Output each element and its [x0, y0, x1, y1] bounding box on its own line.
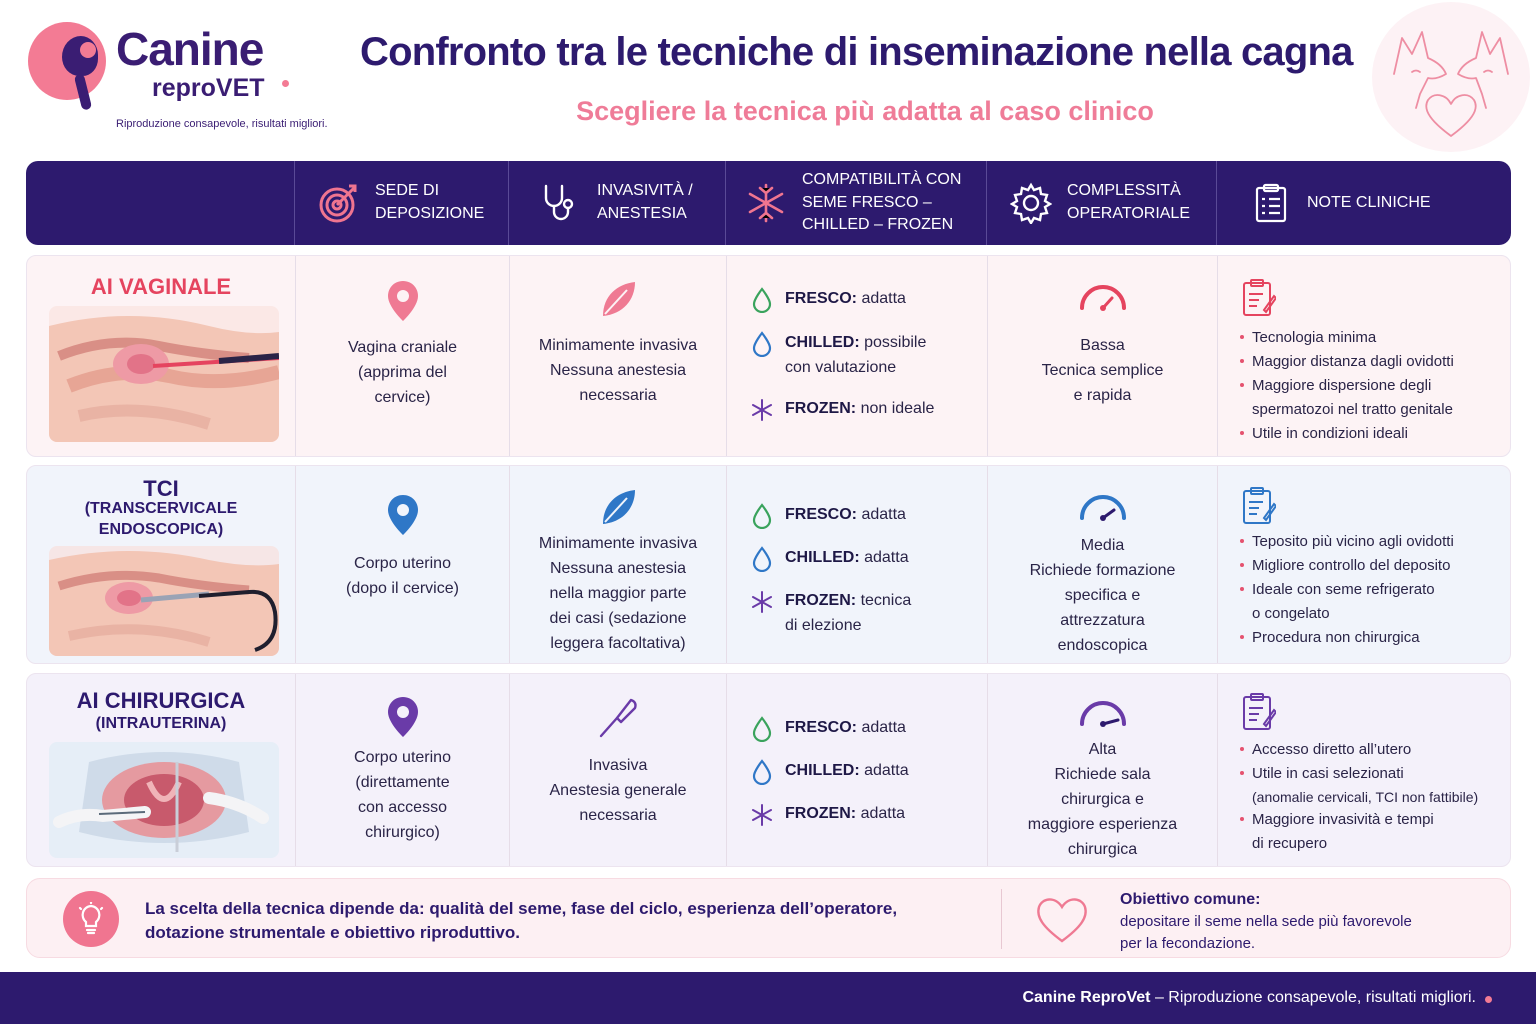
footer-text [1022, 989, 1476, 1007]
compat-value: non ideale [860, 400, 935, 417]
snowflake-icon [751, 802, 773, 828]
text-line: Nessuna anestesia [549, 559, 687, 577]
compat-value: adatta [860, 805, 906, 822]
compat-key: FROZEN: [785, 400, 857, 417]
compat-value: adatta [861, 290, 906, 307]
text-line: chirurgico) [365, 823, 440, 841]
gear-icon [1009, 181, 1053, 225]
text-line: depositare il seme nella sede più favorevole [1120, 913, 1412, 930]
technique-cell [27, 674, 295, 866]
compat-key: CHILLED: [785, 334, 860, 351]
list-item: Tecnologia minima [1240, 326, 1510, 350]
text-line: Nessuna anestesia [549, 361, 687, 379]
site-text [296, 336, 509, 411]
goal-text [1120, 911, 1490, 955]
column-label: SEME FRESCO – [802, 193, 932, 211]
compatibility-cell [726, 674, 987, 866]
compatibility-cell [726, 466, 987, 663]
list-item: Ideale con seme refrigerato [1240, 578, 1510, 602]
footer-dot [1485, 996, 1492, 1003]
text-line: necessaria [579, 386, 657, 404]
text-line: chirurgica e [1061, 790, 1144, 808]
endoscopic-anatomy-illustration [49, 546, 279, 656]
info-banner [26, 878, 1511, 958]
notes-list [1240, 530, 1510, 650]
text-line: Alta [1088, 741, 1117, 758]
column-label: OPERATORIALE [1067, 205, 1190, 222]
column-label: ANESTESIA [597, 205, 687, 222]
text-line: necessaria [579, 806, 657, 824]
text-line: La scelta della tecnica dipende da: qualità del seme, fase del ciclo, esperienza dell’operatore, [145, 899, 898, 918]
brand-logo [28, 18, 358, 138]
leaf-icon [597, 278, 639, 325]
complexity-cell [987, 466, 1217, 663]
text-line: (dopo il cervice) [346, 579, 459, 597]
technique-subname: ENDOSCOPICA) [98, 521, 224, 538]
brand-sub: reproVET [152, 74, 265, 102]
compat-value: di elezione [785, 616, 862, 634]
footer-tagline: – Riproduzione consapevole, risultati migliori. [1150, 989, 1476, 1006]
divider [1001, 889, 1002, 949]
goal-title: Obiettivo comune: [1120, 891, 1261, 908]
complexity-cell [987, 674, 1217, 866]
scalpel-icon [597, 696, 639, 743]
text-line: (apprima del [358, 363, 447, 381]
compat-key: FRESCO: [785, 719, 857, 736]
clipboard-edit-icon [1242, 692, 1276, 737]
notes-list [1240, 738, 1510, 856]
text-line: Media [1080, 537, 1125, 554]
text-line: Corpo uterino [354, 555, 451, 572]
text-line: dotazione strumentale e obiettivo riproduttivo. [145, 923, 520, 943]
table-header [26, 161, 1511, 245]
invasiveness-text [510, 754, 726, 829]
snowflake-icon [751, 397, 773, 423]
dog-silhouette-logo-icon [28, 22, 106, 100]
clipboard-icon [1249, 181, 1293, 225]
technique-cell [27, 466, 295, 663]
location-pin-icon [387, 696, 419, 743]
drop-icon [751, 759, 773, 785]
invasiveness-cell [509, 674, 726, 866]
list-item: Teposito più vicino agli ovidotti [1240, 530, 1510, 554]
compat-value: adatta [861, 719, 906, 736]
text-line: Corpo uterino [354, 749, 451, 766]
list-item: Procedura non chirurgica [1240, 626, 1510, 650]
list-item: Maggiore dispersione degli [1240, 374, 1510, 398]
footer [0, 972, 1536, 1024]
compat-value: adatta [864, 549, 909, 566]
text-line: cervice) [374, 388, 431, 406]
list-item: Maggiore invasività e tempi [1240, 808, 1510, 832]
stethoscope-icon [539, 181, 583, 225]
compat-key: FROZEN: [785, 592, 857, 609]
text-line: per la fecondazione. [1120, 934, 1256, 952]
snowflake-icon [751, 589, 773, 615]
text-line: attrezzatura [1060, 611, 1145, 629]
column-header-invasiveness [508, 161, 725, 245]
text-line: (direttamente [355, 773, 450, 791]
invasiveness-cell [509, 466, 726, 663]
technique-name: AI VAGINALE [90, 274, 232, 299]
compatibility-cell [726, 256, 987, 456]
heart-icon [1033, 893, 1091, 950]
compat-value: con valutazione [785, 358, 897, 376]
technique-subname: (TRANSCERVICALE [84, 500, 238, 517]
site-text [296, 746, 509, 846]
clipboard-edit-icon [1242, 278, 1276, 323]
column-header-compatibility [725, 161, 986, 245]
notes-cell [1217, 256, 1511, 456]
complexity-cell [987, 256, 1217, 456]
table-row-tci [26, 465, 1511, 664]
text-line: Minimamente invasiva [538, 337, 698, 354]
target-icon [317, 181, 361, 225]
text-line: Richiede sala [1054, 765, 1151, 783]
location-pin-icon [387, 280, 419, 327]
list-item: Utile in condizioni ideali [1240, 422, 1510, 446]
text-line: dei casi (sedazione [549, 609, 687, 627]
compat-value: possibile [864, 334, 927, 351]
text-line: Bassa [1080, 337, 1125, 354]
invasiveness-text [510, 532, 726, 657]
compat-key: CHILLED: [785, 762, 860, 779]
gauge-low-icon [1078, 280, 1128, 317]
technique-cell [27, 256, 295, 456]
compat-value: adatta [864, 762, 909, 779]
column-label: INVASIVITÀ / [597, 182, 693, 200]
table-row-ai-vaginale [26, 255, 1511, 457]
vaginal-anatomy-illustration [49, 306, 279, 442]
column-label: NOTE CLINICHE [1307, 193, 1431, 211]
list-item: di recupero [1252, 835, 1328, 853]
dog-cat-heart-icon [1372, 2, 1530, 152]
notes-cell [1217, 466, 1511, 663]
text-line: endoscopica [1057, 636, 1148, 654]
text-line: Invasiva [588, 757, 648, 774]
column-header-complexity [986, 161, 1216, 245]
compat-key: FRESCO: [785, 506, 857, 523]
text-line: nella maggior parte [549, 584, 687, 602]
site-cell [295, 466, 509, 663]
drop-icon [751, 546, 773, 572]
site-cell [295, 256, 509, 456]
drop-icon [751, 716, 773, 742]
notes-cell [1217, 674, 1511, 866]
compat-key: FRESCO: [785, 290, 857, 307]
gauge-medium-icon [1078, 490, 1128, 527]
technique-subname: (INTRAUTERINA) [95, 715, 227, 732]
list-item: spermatozoi nel tratto genitale [1252, 401, 1453, 418]
brand-tagline: Riproduzione consapevole, risultati migliori. [116, 118, 328, 130]
complexity-text [988, 738, 1217, 863]
column-label: DEPOSIZIONE [375, 205, 485, 222]
page-title: Confronto tra le tecniche di inseminazione nella cagna [360, 30, 1353, 74]
complexity-text [988, 534, 1217, 659]
invasiveness-cell [509, 256, 726, 456]
brand-dot [282, 80, 289, 87]
compat-value: tecnica [860, 592, 912, 609]
location-pin-icon [387, 494, 419, 541]
text-line: e rapida [1073, 386, 1132, 404]
drop-icon [751, 503, 773, 529]
notes-list [1240, 326, 1510, 446]
brand-name: Canine [116, 23, 264, 75]
site-cell [295, 674, 509, 866]
list-item: Utile in casi selezionati [1240, 762, 1510, 786]
clipboard-edit-icon [1242, 486, 1276, 531]
column-label: CHILLED – FROZEN [802, 216, 954, 234]
drop-icon [751, 331, 773, 357]
technique-name: TCI [143, 476, 179, 501]
text-line: Minimamente invasiva [538, 535, 698, 552]
list-item: (anomalie cervicali, TCI non fattibile) [1252, 789, 1479, 805]
leaf-icon [597, 486, 639, 533]
technique-name: AI CHIRURGICA [76, 688, 246, 713]
column-label: SEDE DI [375, 182, 440, 200]
snowflake-icon [744, 181, 788, 225]
text-line: Anestesia generale [549, 781, 687, 799]
list-item: Migliore controllo del deposito [1240, 554, 1510, 578]
drop-icon [751, 287, 773, 313]
list-item: o congelato [1252, 605, 1330, 622]
list-item: Maggior distanza dagli ovidotti [1240, 350, 1510, 374]
site-text [296, 552, 509, 602]
compat-key: FROZEN: [785, 805, 857, 822]
list-item: Accesso diretto all’utero [1240, 738, 1510, 762]
text-line: Tecnica semplice [1041, 361, 1164, 379]
text-line: chirurgica [1067, 840, 1138, 858]
invasiveness-text [510, 334, 726, 409]
compat-key: CHILLED: [785, 549, 860, 566]
page-subtitle: Scegliere la tecnica più adatta al caso clinico [576, 96, 1154, 126]
surgical-procedure-illustration [49, 742, 279, 858]
gauge-high-icon [1078, 696, 1128, 733]
column-header-site [294, 161, 508, 245]
text-line: maggiore esperienza [1027, 815, 1178, 833]
text-line: Vagina craniale [347, 339, 458, 356]
column-header-notes [1216, 161, 1511, 245]
table-row-ai-chirurgica [26, 673, 1511, 867]
footer-brand: Canine ReproVet [1022, 989, 1151, 1006]
column-label: COMPATIBILITÀ CON [802, 170, 962, 188]
technique-choice-note [145, 897, 985, 945]
column-label: COMPLESSITÀ [1067, 182, 1181, 200]
text-line: specifica e [1064, 586, 1141, 604]
compat-value: adatta [861, 506, 906, 523]
text-line: Richiede formazione [1029, 561, 1176, 579]
text-line: leggera facoltativa) [550, 634, 686, 652]
text-line: con accesso [358, 798, 447, 816]
complexity-text [988, 334, 1217, 409]
lightbulb-icon [63, 891, 119, 947]
